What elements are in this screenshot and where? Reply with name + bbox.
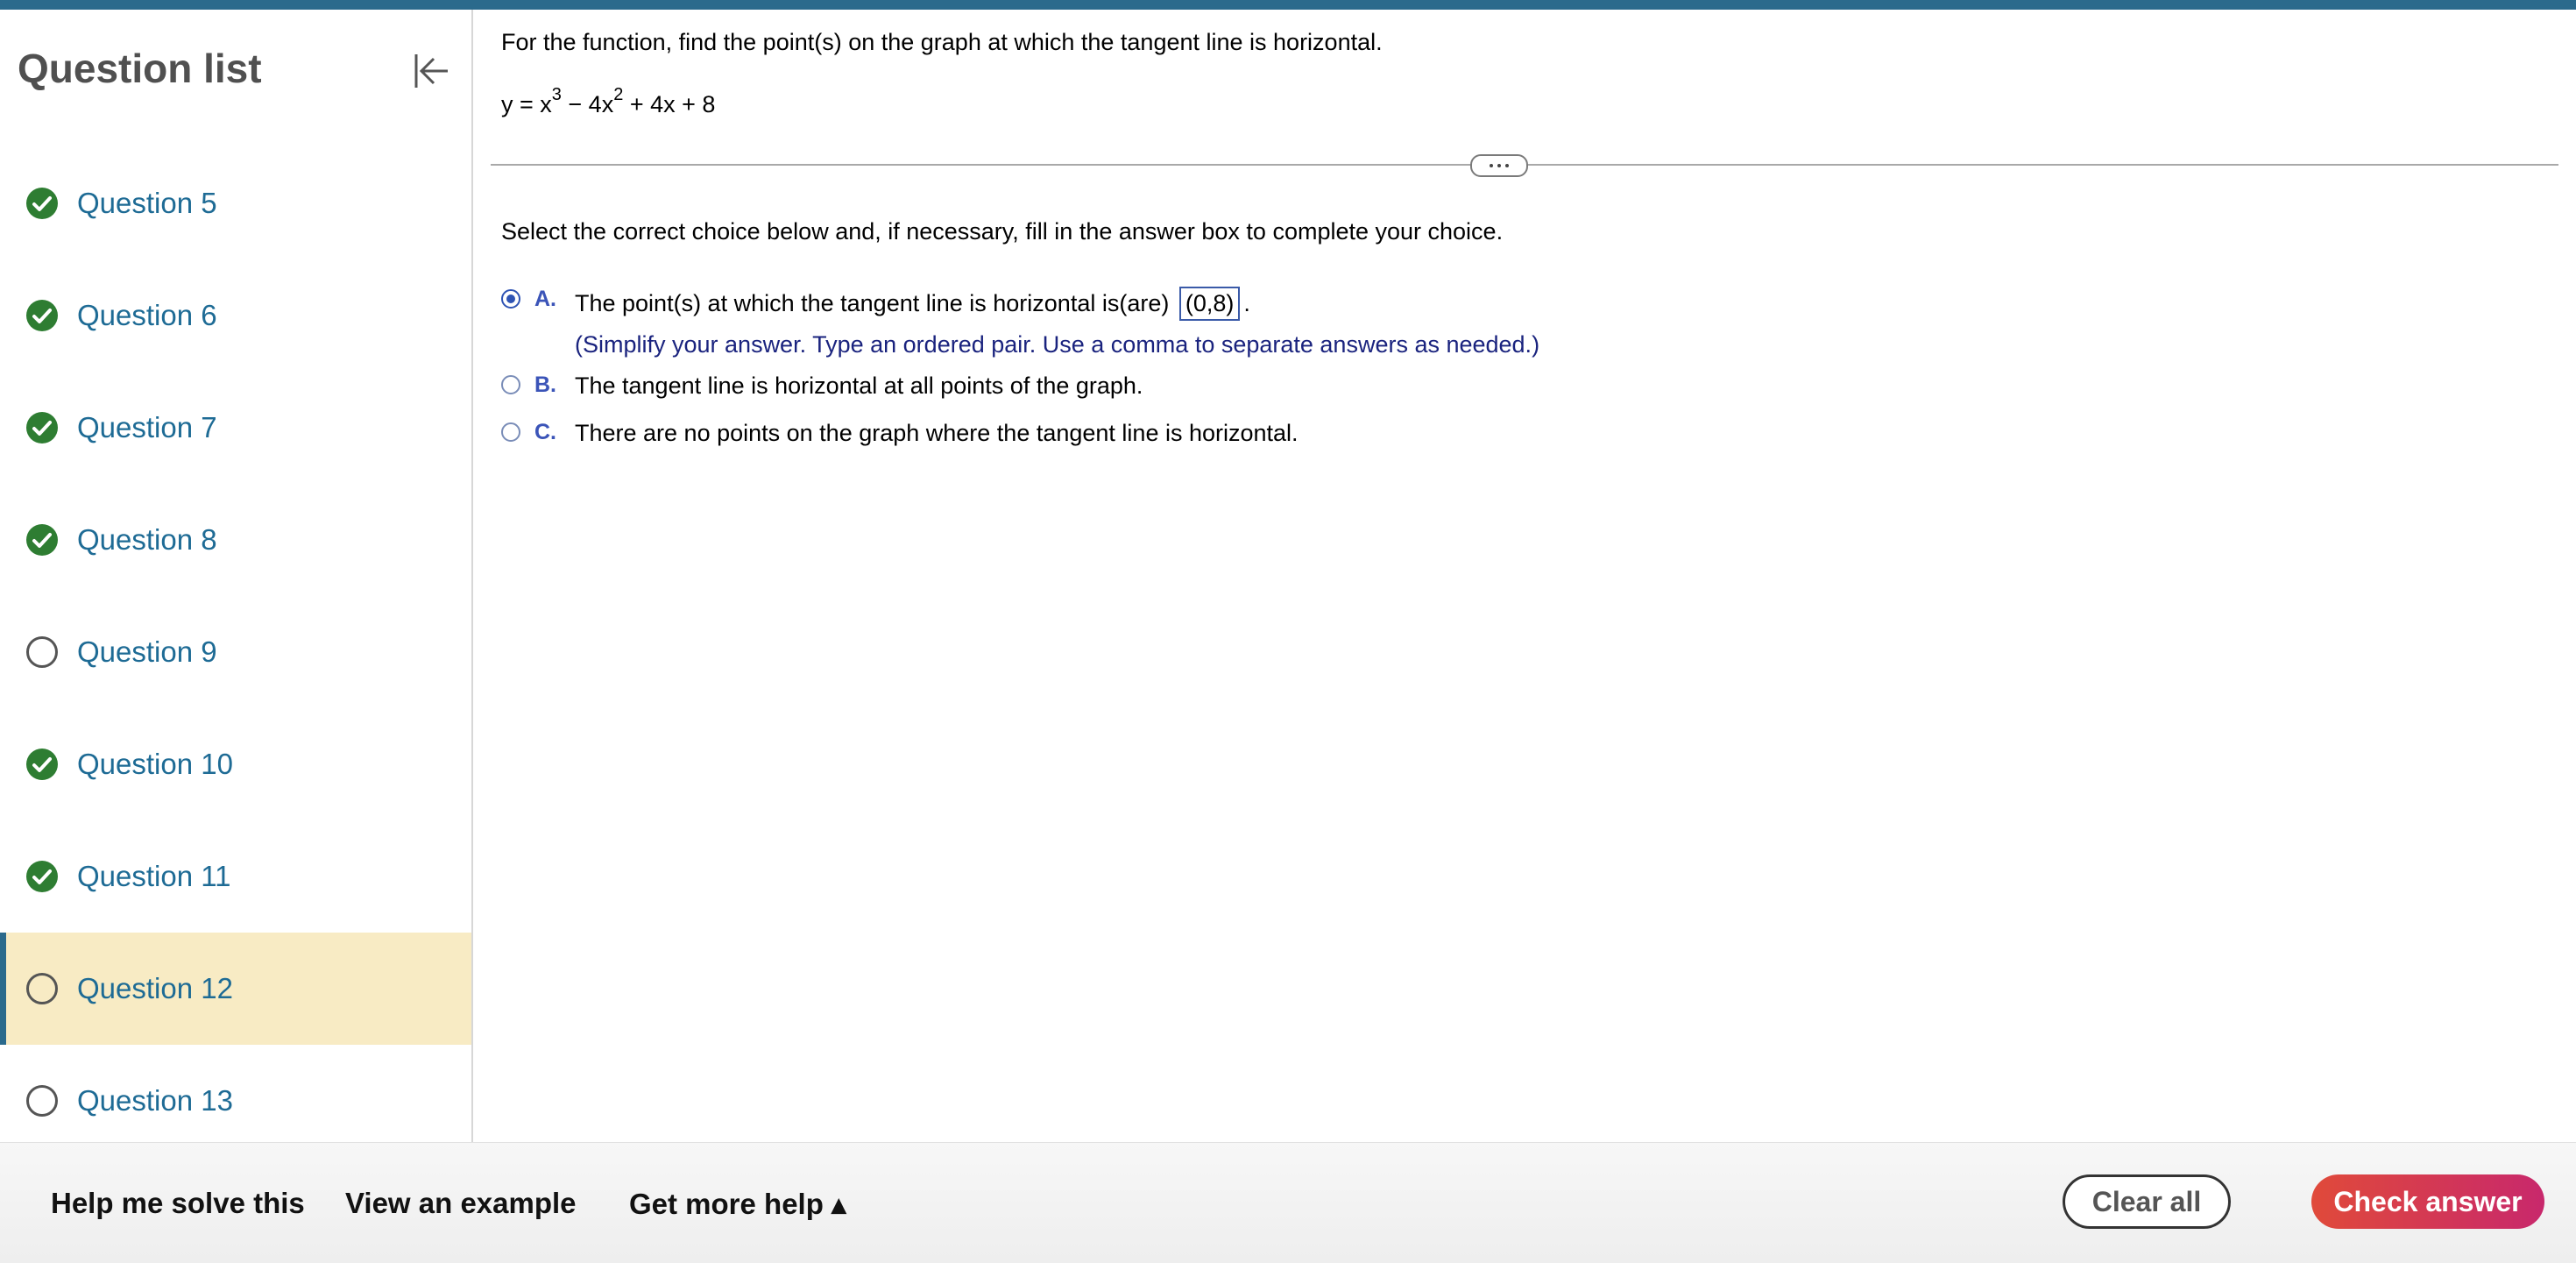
check-circle-icon [25,747,60,782]
question-prompt: For the function, find the point(s) on the graph at which the tangent line is horizontal. [501,29,1383,55]
question-panel [491,10,2558,1140]
view-example-link[interactable]: View an example [345,1187,577,1219]
clear-all-button[interactable]: Clear all [2063,1174,2231,1229]
question-label: Question 10 [77,748,233,780]
question-list-sidebar [0,10,473,1142]
question-item-7[interactable] [0,372,471,484]
equation-part: − 4x [561,91,614,117]
question-list [0,147,471,1142]
question-item-6[interactable] [0,259,471,372]
equation-part: y = x [501,91,552,117]
help-me-solve-link[interactable]: Help me solve this [51,1187,305,1219]
question-label: Question 5 [77,187,217,219]
top-accent-bar [0,0,2576,10]
check-circle-icon [25,410,60,445]
equation-exponent: 2 [613,85,624,104]
question-item-9[interactable] [0,596,471,708]
choice-b[interactable] [501,373,1143,400]
question-label: Question 6 [77,299,217,331]
choice-a[interactable] [501,287,1539,358]
question-item-10[interactable] [0,708,471,820]
dot-icon [1505,164,1509,167]
choice-letter: C. [534,420,556,444]
check-circle-icon [25,859,60,894]
question-label: Question 11 [77,860,231,892]
footer-toolbar [0,1142,2576,1263]
question-item-8[interactable] [0,484,471,596]
answer-hint: (Simplify your answer. Type an ordered pair. Use a comma to separate answers as needed.) [575,331,1540,358]
choice-text: The point(s) at which the tangent line is horizontal is(are) [575,290,1170,316]
question-item-5[interactable] [0,147,471,259]
empty-circle-icon [25,971,60,1006]
answer-box[interactable]: (0,8) [1179,287,1241,321]
equation-exponent: 3 [551,85,562,104]
choice-b-radio[interactable] [501,375,520,394]
equation-part: + 4x + 8 [623,91,716,117]
divider-handle[interactable] [1470,154,1528,177]
empty-circle-icon [25,1083,60,1118]
sidebar-title: Question list [18,46,262,91]
choice-letter: A. [534,287,556,311]
question-item-12[interactable] [0,933,471,1045]
question-label: Question 12 [77,972,233,1004]
check-circle-icon [25,522,60,557]
collapse-left-icon [411,51,451,91]
choice-text: The tangent line is horizontal at all points of the graph. [575,373,1143,399]
question-label: Question 9 [77,635,217,668]
answer-instruction: Select the correct choice below and, if necessary, fill in the answer box to complete your choice. [501,218,1504,245]
empty-circle-icon [25,635,60,670]
dot-icon [1497,164,1501,167]
check-circle-icon [25,298,60,333]
choice-text: There are no points on the graph where the tangent line is horizontal. [575,420,1299,446]
check-circle-icon [25,186,60,221]
function-equation [501,85,716,118]
choice-c[interactable] [501,420,1299,447]
get-more-help-link[interactable]: Get more help ▴ [629,1188,846,1220]
question-item-13[interactable] [0,1045,471,1142]
question-label: Question 7 [77,411,217,443]
choice-letter: B. [534,373,556,397]
collapse-sidebar-button[interactable] [405,45,457,97]
question-label: Question 13 [77,1084,233,1117]
choice-period: . [1243,290,1250,316]
question-item-11[interactable] [0,820,471,933]
dot-icon [1490,164,1493,167]
question-label: Question 8 [77,523,217,556]
choice-c-radio[interactable] [501,422,520,442]
choice-a-content [575,287,1539,358]
choice-a-radio[interactable] [501,289,520,309]
check-answer-button[interactable]: Check answer [2311,1174,2544,1229]
